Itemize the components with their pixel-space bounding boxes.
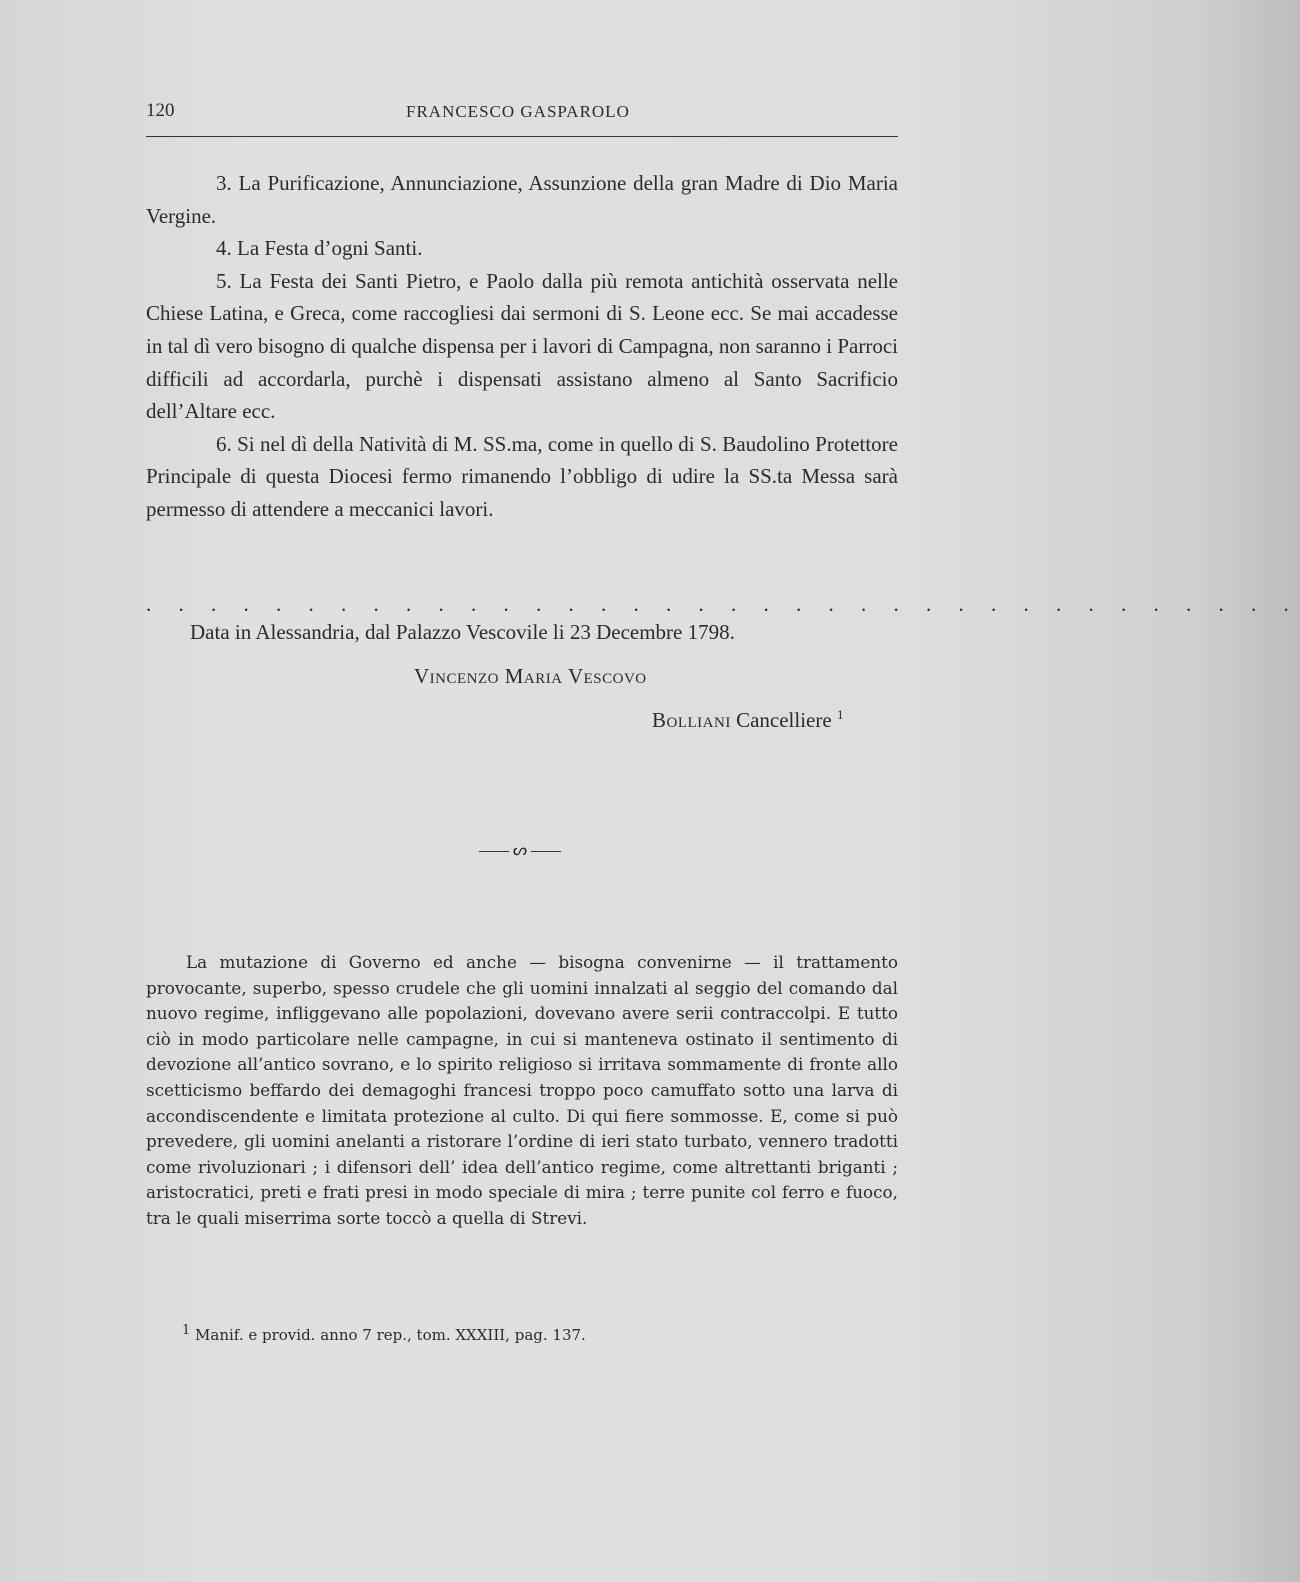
item-3: 3. La Purificazione, Annunciazione, Assunzione della gran Madre di Dio Maria Vergine. xyxy=(146,171,898,228)
chancellor-title: Cancelliere xyxy=(730,708,832,732)
page-header xyxy=(146,96,898,126)
chancellor-name: Bolliani xyxy=(652,708,731,732)
section-ornament xyxy=(478,840,562,860)
item-6: 6. Si nel dì della Natività di M. SS.ma, come in quello di S. Baudolino Protettore Principale di questa Diocesi fermo rimanendo l’obbligo di udire la SS.ta Messa sarà permesso di attendere a meccanici lavori. xyxy=(146,431,898,521)
dateline: Data in Alessandria, dal Palazzo Vescovile li 23 Decembre 1798. xyxy=(190,620,735,644)
ellipsis-separator: . . . . . . . . . . . . . . . . . . . . . . . . . . . . . . . . . . . . xyxy=(146,592,1300,616)
header-rule xyxy=(146,136,898,137)
item-4: 4. La Festa d’ogni Santi. xyxy=(216,236,423,261)
ornament-line-right xyxy=(531,851,561,852)
page-number: 120 xyxy=(146,100,175,121)
signature-chancellor xyxy=(652,708,843,733)
footnote-text: Manif. e provid. anno 7 rep., tom. XXXIII, pag. 137. xyxy=(190,1326,586,1344)
decree-text xyxy=(146,167,898,526)
footnote-number: 1 xyxy=(182,1323,191,1338)
footnote xyxy=(182,1323,882,1344)
commentary-paragraph: La mutazione di Governo ed anche — bisogna convenirne — il trattamento provocante, superbo, spesso crudele che gli uomini innalzati al seggio del comando dal nuovo regime, infliggevano alle popolazioni, dovevano avere serii contraccolpi. E tutto ciò in modo particolare nelle campagne, in cui si manteneva ostinato il sentimento di devozione all’antico sovrano, e lo spirito religioso si irritava sommamente di fronte allo scetticismo beffardo dei demagoghi francesi troppo poco camuffato sotto una larva di accondiscendente e limitata protezione al culto. Di qui fiere sommosse. E, come si può prevedere, gli uomini anelanti a ristorare l’ordine di ieri stato turbato, vennero tradotti come rivoluzionari ; i difensori dell’ idea dell’antico regime, come altrettanti briganti ; aristocratici, preti e frati presi in modo speciale di mira ; terre punite col ferro e fuoco, tra le quali miserrima sorte toccò a quella di Strevi. xyxy=(146,952,898,1228)
running-head: FRANCESCO GASPAROLO xyxy=(406,102,630,121)
ornament-line-left xyxy=(479,851,509,852)
footnote-marker: 1 xyxy=(836,707,844,722)
item-5: 5. La Festa dei Santi Pietro, e Paolo dalla più remota antichità osservata nelle Chiese Latina, e Greca, come raccogliesi dai sermoni di S. Leone ecc. Se mai accadesse in tal dì vero bisogno di qualche dispensa per i lavori di Campagna, non saranno i Parroci difficili ad accordarla, purchè i dispensati assistano almeno al Santo Sacrificio dell’Altare ecc. xyxy=(146,268,898,424)
ornament-icon: ᔕ xyxy=(512,842,528,859)
signature-bishop: Vincenzo Maria Vescovo xyxy=(414,664,647,688)
